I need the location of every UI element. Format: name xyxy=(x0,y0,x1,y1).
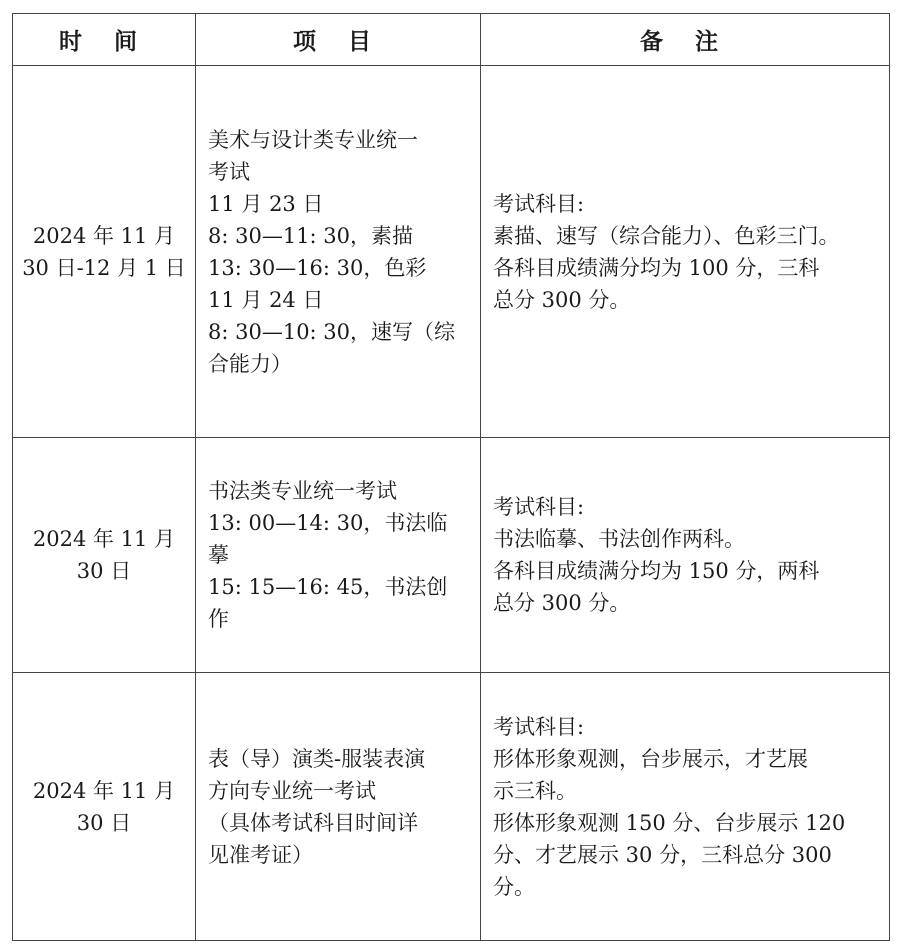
project-cell-line: 考试 xyxy=(208,159,250,184)
project-cell xyxy=(196,438,481,673)
project-cell-line: 方向专业统一考试 xyxy=(208,778,376,803)
time-cell xyxy=(13,66,196,438)
project-cell-line: 8: 30—10: 30，速写（综 xyxy=(208,319,456,344)
project-cell-line: 书法类专业统一考试 xyxy=(208,479,397,503)
note-cell-line: 各科目成绩满分均为 150 分，两科 xyxy=(493,559,820,583)
time-cell-line: 30 日 xyxy=(76,559,132,583)
note-cell-line: 分。 xyxy=(493,874,535,899)
time-cell xyxy=(13,673,196,941)
note-cell-line: 分、才艺展示 30 分，三科总分 300 xyxy=(493,842,832,867)
time-cell xyxy=(13,438,196,673)
table-row xyxy=(13,673,890,941)
project-cell xyxy=(196,673,481,941)
project-cell-line: 13: 30—16: 30，色彩 xyxy=(208,255,427,280)
table-row xyxy=(13,66,890,438)
project-cell-line: 作 xyxy=(208,607,229,631)
note-cell-line: 考试科目: xyxy=(493,495,585,519)
note-cell xyxy=(481,438,890,673)
table-row xyxy=(13,438,890,673)
header-note: 备 注 xyxy=(481,14,890,66)
note-cell-line: 总分 300 分。 xyxy=(493,591,631,615)
header-row xyxy=(13,14,890,66)
project-cell xyxy=(196,66,481,438)
project-cell-line: 合能力） xyxy=(208,351,292,376)
note-cell-line: 考试科目: xyxy=(493,191,585,216)
note-cell-line: 各科目成绩满分均为 100 分，三科 xyxy=(493,255,820,280)
note-cell-line: 总分 300 分。 xyxy=(493,287,631,312)
note-cell-line: 书法临摹、书法创作两科。 xyxy=(493,527,745,551)
project-cell-line: 11 月 24 日 xyxy=(208,287,324,312)
note-cell-line: 素描、速写（综合能力）、色彩三门。 xyxy=(493,223,840,248)
header-time: 时 间 xyxy=(13,14,196,66)
time-cell-line: 30 日-12 月 1 日 xyxy=(22,255,186,280)
time-cell-line: 30 日 xyxy=(76,810,132,835)
note-cell-line: 示三科。 xyxy=(493,778,577,803)
note-cell-line: 考试科目: xyxy=(493,714,585,739)
project-cell-line: 15: 15—16: 45，书法创 xyxy=(208,575,448,599)
project-cell-line: 8: 30—11: 30，素描 xyxy=(208,223,414,248)
header-project: 项 目 xyxy=(196,14,481,66)
note-cell-line: 形体形象观测 150 分、台步展示 120 xyxy=(493,810,846,835)
time-cell-line: 2024 年 11 月 xyxy=(32,527,176,551)
project-cell-line: 见准考证） xyxy=(208,842,313,867)
note-cell xyxy=(481,673,890,941)
project-cell-line: 11 月 23 日 xyxy=(208,191,324,216)
exam-schedule-table xyxy=(12,13,890,941)
note-cell-line: 形体形象观测，台步展示，才艺展 xyxy=(493,746,808,771)
time-cell-line: 2024 年 11 月 xyxy=(32,778,176,803)
project-cell-line: 13: 00—14: 30，书法临 xyxy=(208,511,448,535)
project-cell-line: 表（导）演类-服装表演 xyxy=(208,746,426,771)
project-cell-line: 美术与设计类专业统一 xyxy=(208,127,418,152)
time-cell-line: 2024 年 11 月 xyxy=(32,223,176,248)
project-cell-line: 摹 xyxy=(208,543,229,567)
project-cell-line: （具体考试科目时间详 xyxy=(208,810,418,835)
note-cell xyxy=(481,66,890,438)
